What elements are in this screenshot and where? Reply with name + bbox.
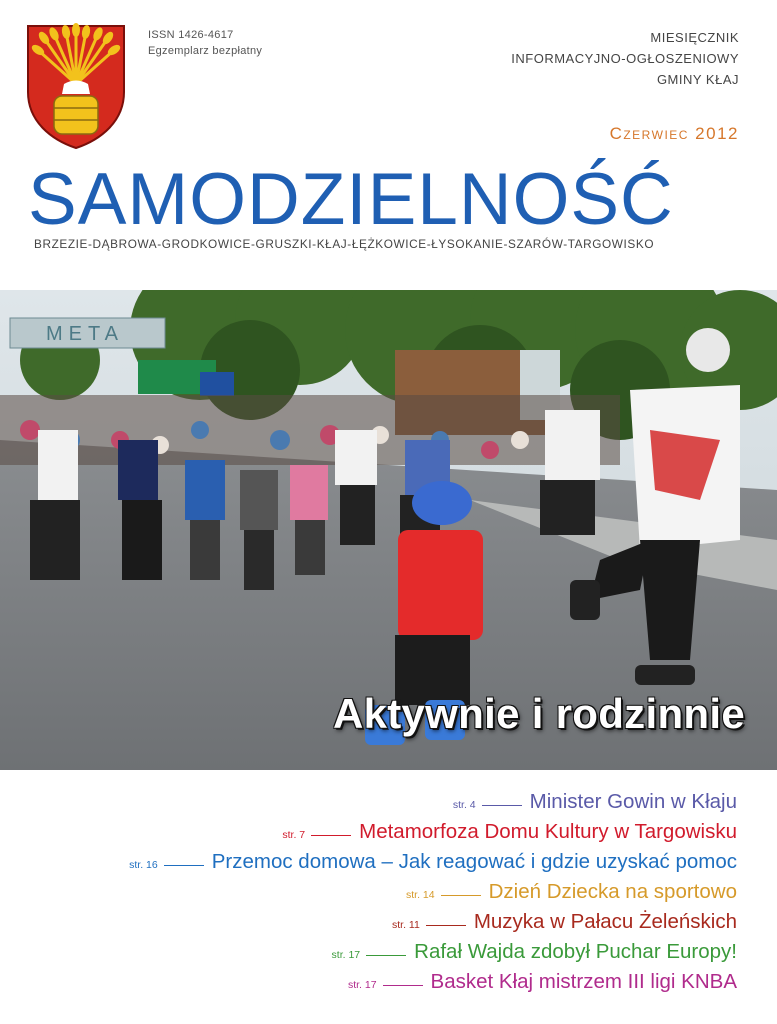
magazine-title: SAMODZIELNOŚĆ — [28, 159, 674, 240]
toc-title: Metamorfoza Domu Kultury w Targowisku — [359, 820, 737, 843]
toc-page: str. 14 — [405, 889, 435, 901]
toc-page: str. 17 — [347, 979, 377, 991]
toc-title: Basket Kłaj mistrzem III ligi KNBA — [430, 970, 737, 993]
toc-title: Muzyka w Pałacu Żeleńskich — [473, 910, 737, 933]
finish-banner-text: META — [45, 323, 125, 345]
issue-date: Czerwiec 2012 — [609, 124, 739, 143]
toc-page: str. 7 — [282, 829, 306, 841]
toc-page: str. 4 — [452, 799, 476, 811]
toc-item[interactable] — [17, 790, 737, 820]
issn-block — [148, 27, 262, 59]
toc-leader — [311, 835, 351, 836]
toc-title: Dzień Dziecka na sportowo — [488, 880, 737, 903]
toc-item[interactable] — [17, 940, 737, 970]
toc-page: str. 11 — [391, 919, 420, 931]
issn-number: ISSN 1426-4617 — [148, 29, 234, 41]
coat-of-arms-logo — [24, 22, 128, 150]
toc-leader — [426, 925, 466, 926]
toc-leader — [482, 805, 522, 806]
toc-page: str. 17 — [331, 949, 361, 961]
toc-title: Przemoc domowa – Jak reagować i gdzie uzyskać pomoc — [211, 850, 737, 873]
cover-headline: Aktywnie i rodzinnie — [332, 690, 745, 737]
pub-type-line: INFORMACYJNO-OGŁOSZENIOWY — [511, 51, 739, 66]
toc-leader — [441, 895, 481, 896]
toc-item[interactable] — [17, 910, 737, 940]
toc-page: str. 16 — [129, 859, 158, 871]
toc-item[interactable] — [17, 880, 737, 910]
toc-item[interactable] — [17, 820, 737, 850]
villages-list: BRZEZIE-DĄBROWA-GRODKOWICE-GRUSZKI-KŁAJ-ŁĘŻKOWICE-ŁYSOKANIE-SZARÓW-TARGOWISKO — [34, 237, 655, 251]
toc-leader — [366, 955, 406, 956]
toc-leader — [383, 985, 423, 986]
toc-title: Minister Gowin w Kłaju — [529, 790, 737, 813]
toc-title: Rafał Wajda zdobył Puchar Europy! — [414, 940, 737, 963]
publication-type — [511, 27, 739, 90]
free-copy-note: Egzemplarz bezpłatny — [148, 45, 263, 57]
toc-leader — [164, 865, 204, 866]
toc-item[interactable] — [17, 850, 737, 880]
pub-type-line: GMINY KŁAJ — [656, 72, 739, 87]
pub-type-line: MIESIĘCZNIK — [650, 30, 739, 45]
toc-item[interactable] — [17, 970, 737, 1000]
table-of-contents — [17, 790, 737, 1000]
